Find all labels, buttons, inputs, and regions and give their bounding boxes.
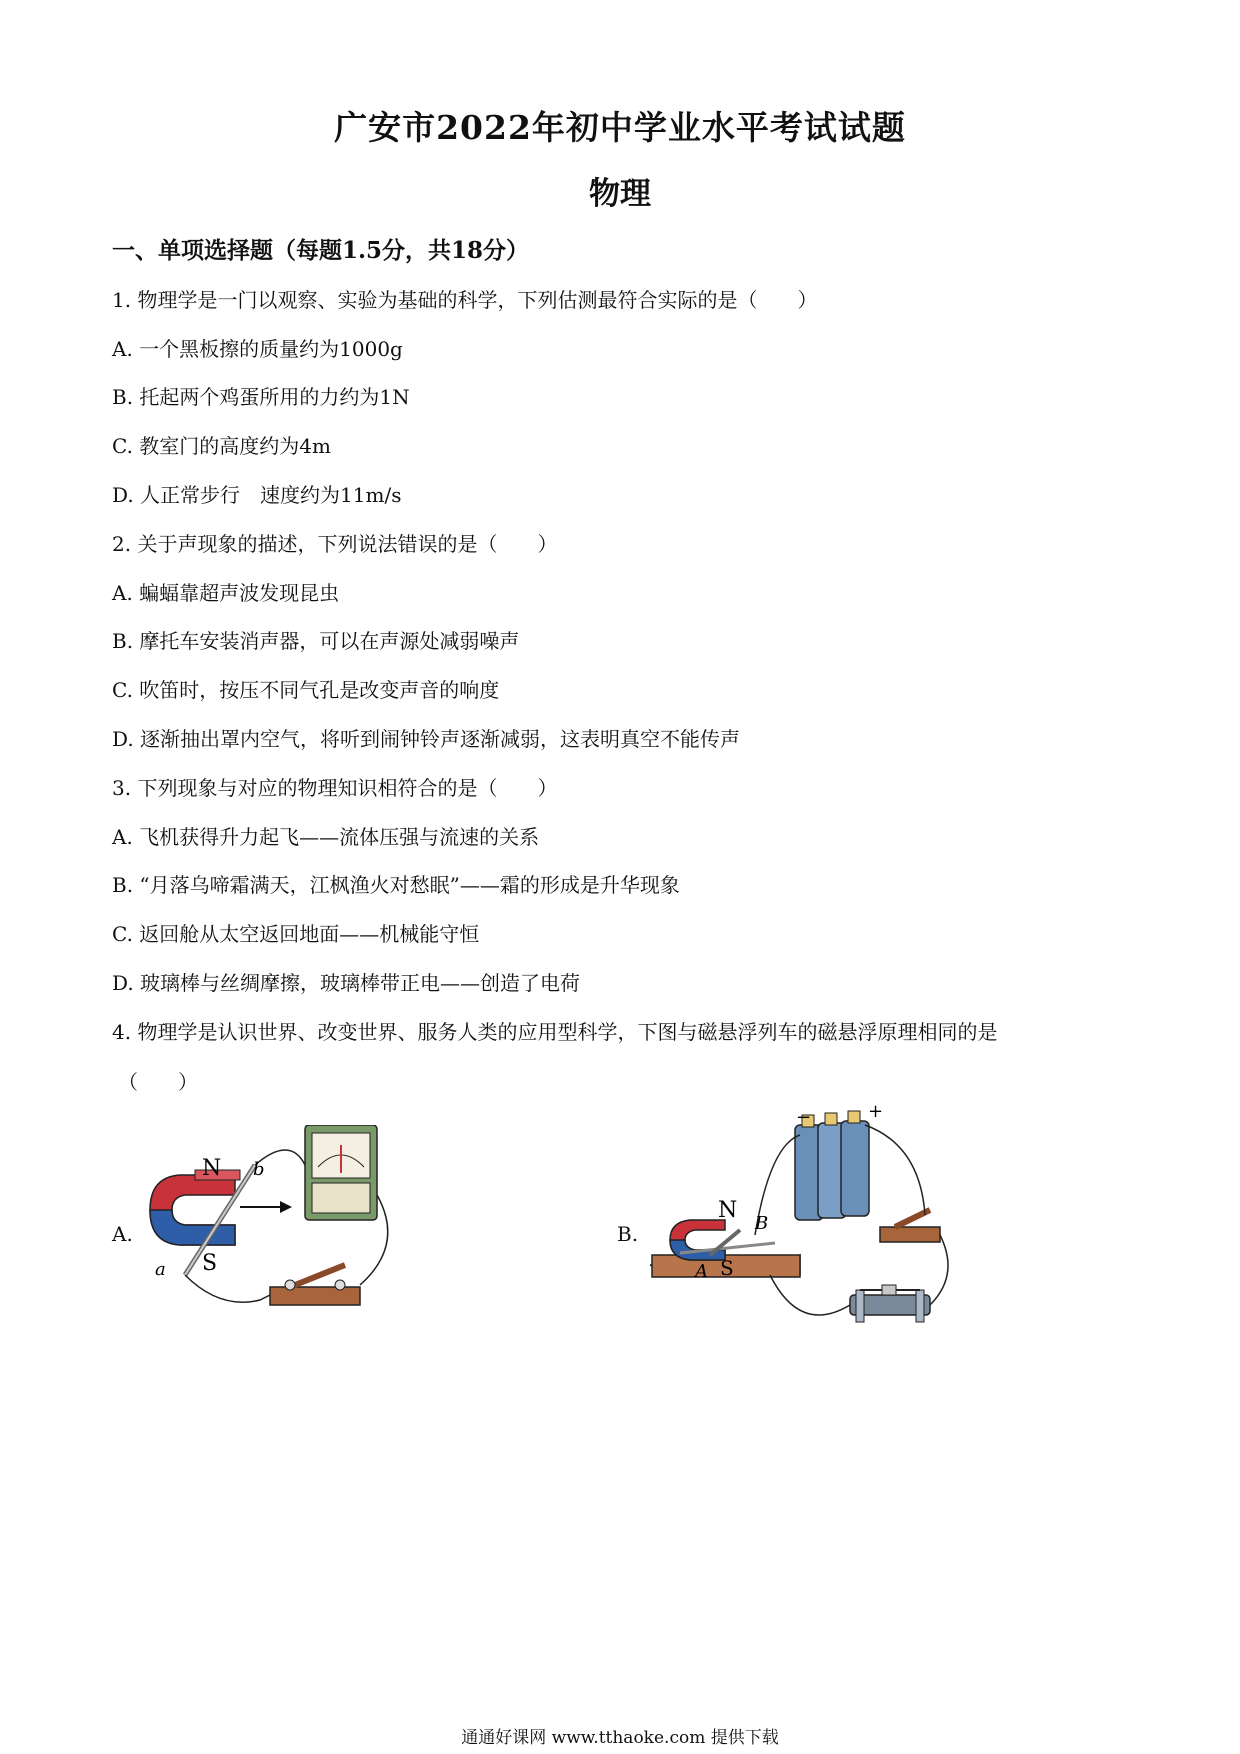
question-1-option-d: D. 人正常步行 速度约为11m/s (112, 483, 402, 507)
question-3-option-b: B. “月落乌啼霜满天，江枫渔火对愁眠”——霜的形成是升华现象 (112, 873, 680, 897)
question-2-option-a: A. 蝙蝠靠超声波发现昆虫 (112, 581, 340, 605)
switch (270, 1287, 360, 1305)
question-3-option-a: A. 飞机获得升力起飞——流体压强与流速的关系 (112, 825, 540, 849)
question-2-option-d: D. 逐渐抽出罩内空气，将听到闹钟铃声逐渐减弱，这表明真空不能传声 (112, 727, 741, 751)
question-1-option-b: B. 托起两个鸡蛋所用的力约为1N (112, 385, 410, 409)
figure-a-label: A. (112, 1222, 133, 1246)
pole-n-label: N (718, 1198, 738, 1223)
question-4-stem: 4. 物理学是认识世界、改变世界、服务人类的应用型科学，下图与磁悬浮列车的磁悬浮原理相同的是 (112, 1020, 998, 1044)
question-4-stem-cont: （ ） (118, 1070, 198, 1094)
minus-label: − (796, 1107, 812, 1128)
question-3-stem: 3. 下列现象与对应的物理知识相符合的是（ ） (112, 776, 558, 800)
page-title: 广安市2022年初中学业水平考试试题 (334, 108, 906, 147)
question-1-option-a: A. 一个黑板擦的质量约为1000g (112, 337, 403, 361)
end-b-label: b (253, 1159, 265, 1180)
end-b-label: B (755, 1213, 769, 1234)
plus-label: + (868, 1105, 884, 1122)
end-a-label: A (695, 1261, 708, 1282)
figure-a-generator-diagram (140, 1125, 400, 1325)
figure-b-label: B. (617, 1222, 639, 1246)
question-2-stem: 2. 关于声现象的描述，下列说法错误的是（ ） (112, 532, 558, 556)
subject-title: 物理 (589, 176, 651, 212)
switch (880, 1227, 940, 1242)
section-heading: 一、单项选择题（每题1.5分，共18分） (112, 237, 530, 264)
question-3-option-d: D. 玻璃棒与丝绸摩擦，玻璃棒带正电——创造了电荷 (112, 971, 581, 995)
pole-s-label: S (720, 1256, 734, 1280)
end-a-label: a (155, 1259, 166, 1280)
question-2-option-b: B. 摩托车安装消声器，可以在声源处减弱噪声 (112, 629, 520, 653)
question-3-option-c: C. 返回舱从太空返回地面——机械能守恒 (112, 922, 480, 946)
pole-n-label: N (202, 1156, 222, 1181)
question-1-option-c: C. 教室门的高度约为4m (112, 434, 331, 458)
rheostat (850, 1285, 930, 1322)
question-2-option-c: C. 吹笛时，按压不同气孔是改变声音的响度 (112, 678, 500, 702)
pole-s-label: S (202, 1251, 218, 1276)
footer-text: 通通好课网 www.tthaoke.com 提供下载 (461, 1728, 779, 1748)
figure-b-motor-diagram (650, 1105, 960, 1345)
question-1-stem: 1. 物理学是一门以观察、实验为基础的科学，下列估测最符合实际的是（ ） (112, 288, 818, 312)
